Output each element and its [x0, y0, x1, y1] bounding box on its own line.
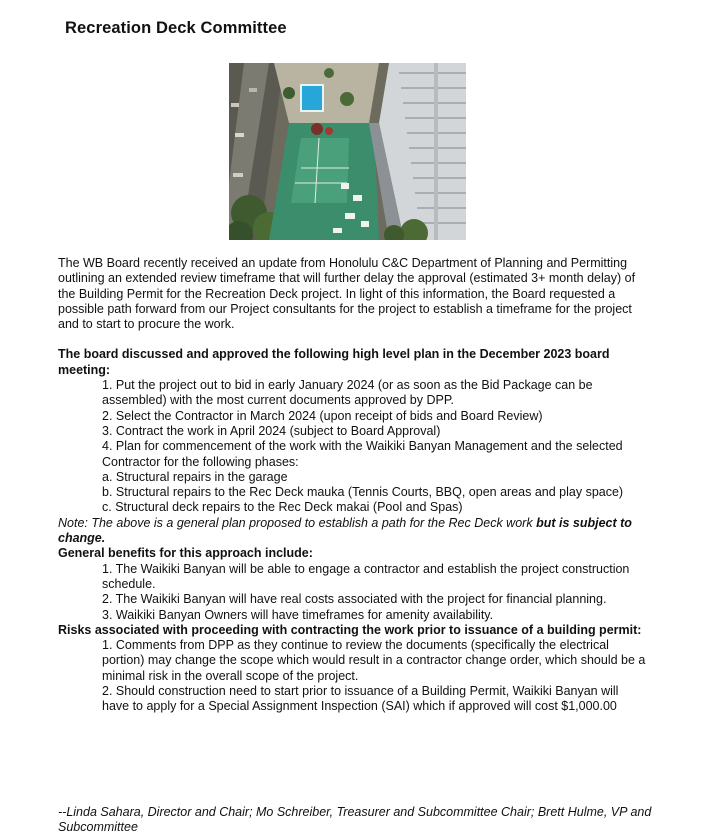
list-item: 3. Contract the work in April 2024 (subject to Board Approval)	[102, 423, 441, 438]
plan-heading: The board discussed and approved the following high level plan in the December 2023 board meeting:	[58, 347, 610, 377]
risks-list	[58, 638, 648, 714]
note-emphasis: but is subject to change.	[58, 515, 632, 546]
list-item: 2. Should construction need to start prior to issuance of a Building Permit, Waikiki Banyan will have to apply for a Special Assignment Inspection (SAI) which if approved will cost $1,000.00	[102, 684, 619, 714]
list-item: 1. Put the project out to bid in early January 2024 (or as soon as the Bid Package can be assembled) with the most current documents approved by DPP.	[102, 378, 593, 408]
signature-line: --Linda Sahara, Director and Chair; Mo Schreiber, Treasurer and Subcommittee Chair; Brett Hulme, VP and Subcommittee	[58, 805, 652, 835]
note-paragraph	[58, 516, 648, 547]
rec-deck-aerial-photo	[229, 63, 466, 240]
benefits-heading: General benefits for this approach include:	[58, 546, 313, 561]
list-item: c. Structural deck repairs to the Rec Deck makai (Pool and Spas)	[102, 500, 463, 515]
list-item: a. Structural repairs in the garage	[102, 469, 288, 484]
plan-list	[58, 378, 648, 516]
list-item: 2. The Waikiki Banyan will have real costs associated with the project for financial planning.	[102, 592, 607, 607]
risks-heading: Risks associated with proceeding with contracting the work prior to issuance of a building permit:	[58, 622, 642, 637]
intro-paragraph: The WB Board recently received an update from Honolulu C&C Department of Planning and Permitting outlining an extended review timeframe that will further delay the approval (estimated 3+ month delay) of the Building Permit for the Recreation Deck project. In light of this information, the Board requested a possible path forward from our Project consultants for the project to establish a timeframe for the project and to start to procure the work.	[58, 256, 636, 332]
note-text: Note: The above is a general plan proposed to establish a path for the Rec Deck work	[58, 515, 537, 530]
list-item: 1. The Waikiki Banyan will be able to engage a contractor and establish the project construction schedule.	[102, 561, 630, 591]
list-item: 2. Select the Contractor in March 2024 (upon receipt of bids and Board Review)	[102, 408, 543, 423]
list-item: 4. Plan for commencement of the work with the Waikiki Banyan Management and the selected Contractor for the following phases:	[102, 439, 623, 469]
page-title: Recreation Deck Committee	[65, 19, 287, 37]
list-item: 3. Waikiki Banyan Owners will have timeframes for amenity availability.	[102, 607, 494, 622]
benefits-list	[58, 562, 648, 623]
list-item: b. Structural repairs to the Rec Deck mauka (Tennis Courts, BBQ, open areas and play space)	[102, 485, 624, 500]
list-item: 1. Comments from DPP as they continue to review the documents (specifically the electrical portion) may change the scope which would result in a contractor change order, which should be a minimal risk in the overall scope of the project.	[102, 638, 646, 683]
document-body	[58, 256, 648, 715]
